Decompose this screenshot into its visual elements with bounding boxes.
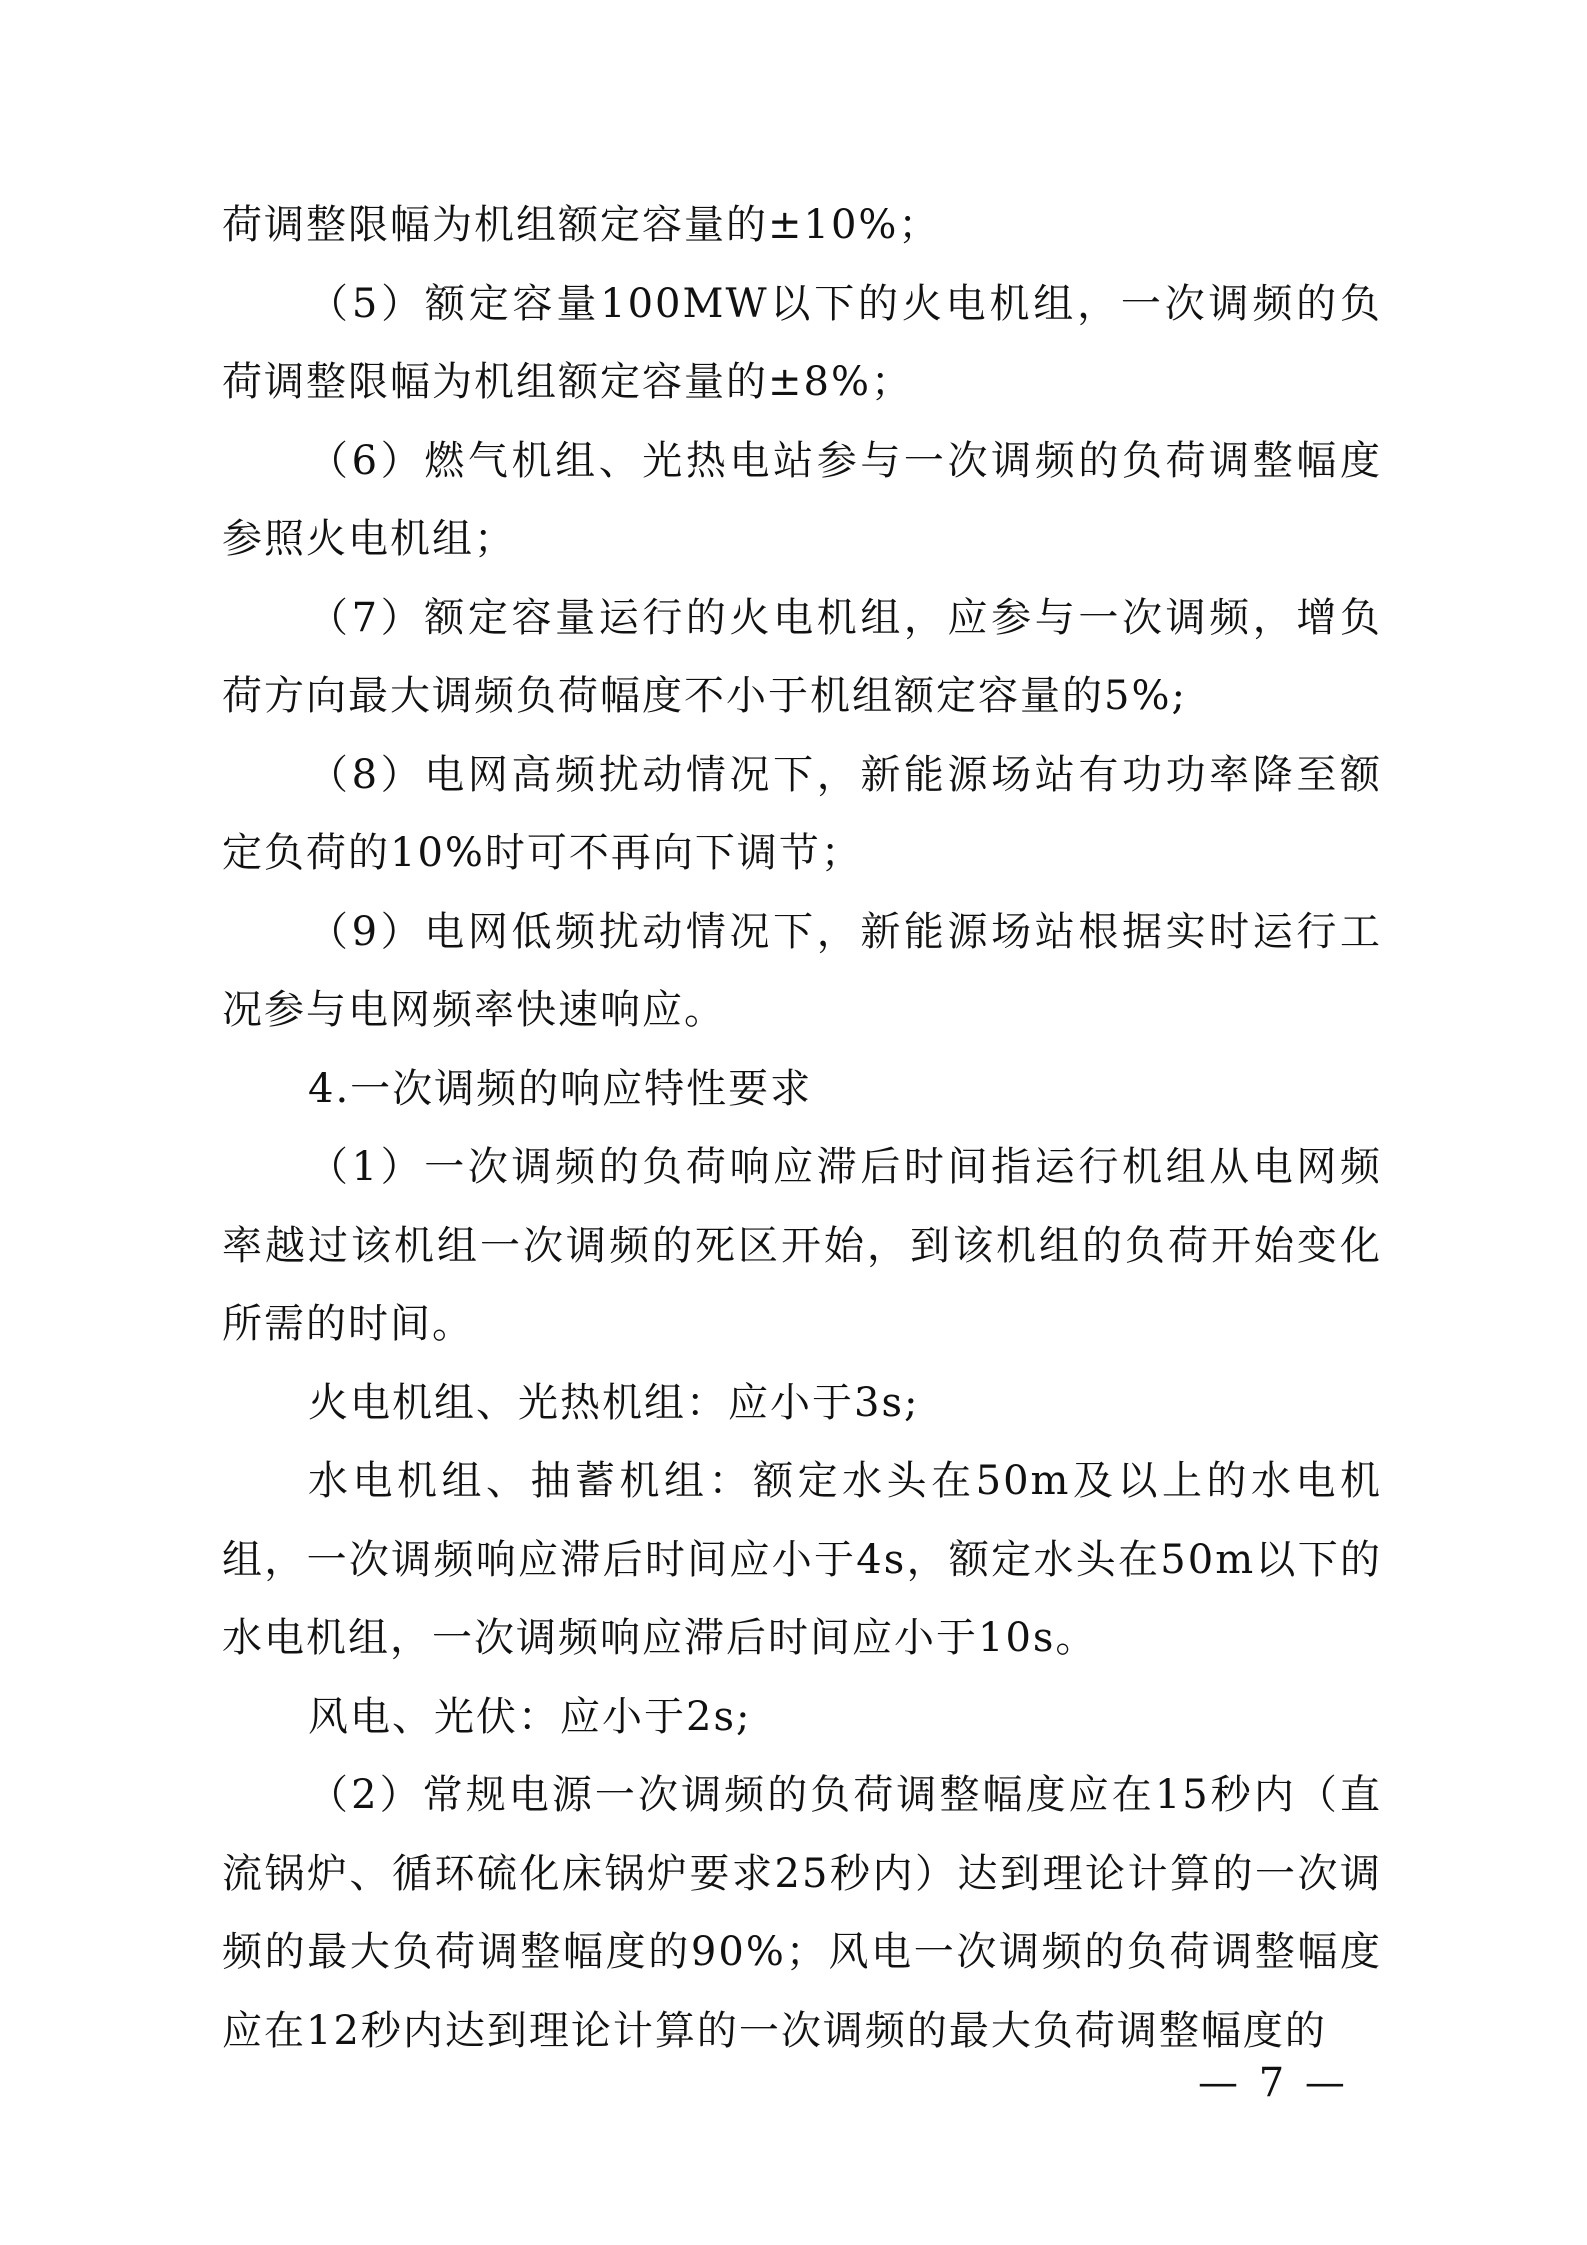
paragraph-hydro: 水电机组、抽蓄机组：额定水头在50m及以上的水电机组，一次调频响应滞后时间应小于4s，额定水头在50m以下的水电机组，一次调频响应滞后时间应小于10s。 xyxy=(222,1458,1382,1661)
paragraph-item-8: （8）电网高频扰动情况下，新能源场站有功功率降至额定负荷的10%时可不再向下调节； xyxy=(222,751,1382,876)
body-text xyxy=(222,186,1382,2070)
paragraph-continuation: 荷调整限幅为机组额定容量的±10%； xyxy=(222,202,941,248)
paragraph-item-7: （7）额定容量运行的火电机组，应参与一次调频，增负荷方向最大调频负荷幅度不小于机组额定容量的5%; xyxy=(222,594,1382,719)
paragraph-response-2: （2）常规电源一次调频的负荷调整幅度应在15秒内（直流锅炉、循环硫化床锅炉要求25秒内）达到理论计算的一次调频的最大负荷调整幅度的90%；风电一次调频的负荷调整幅度应在12秒内达到理论计算的一次调频的最大负荷调整幅度的 xyxy=(222,1772,1382,2054)
paragraph-thermal: 火电机组、光热机组：应小于3s; xyxy=(308,1379,920,1426)
paragraph-item-9: （9）电网低频扰动情况下，新能源场站根据实时运行工况参与电网频率快速响应。 xyxy=(222,908,1382,1033)
paragraph-wind-solar: 风电、光伏：应小于2s; xyxy=(308,1693,752,1740)
page-number: — 7 — xyxy=(1198,2060,1349,2106)
paragraph-item-6: （6）燃气机组、光热电站参与一次调频的负荷调整幅度参照火电机组； xyxy=(222,437,1382,562)
paragraph-item-5: （5）额定容量100MW以下的火电机组，一次调频的负荷调整限幅为机组额定容量的±8%； xyxy=(222,280,1382,405)
section-heading: 4.一次调频的响应特性要求 xyxy=(308,1065,813,1112)
paragraph-response-1: （1）一次调频的负荷响应滞后时间指运行机组从电网频率越过该机组一次调频的死区开始，到该机组的负荷开始变化所需的时间。 xyxy=(222,1144,1382,1347)
